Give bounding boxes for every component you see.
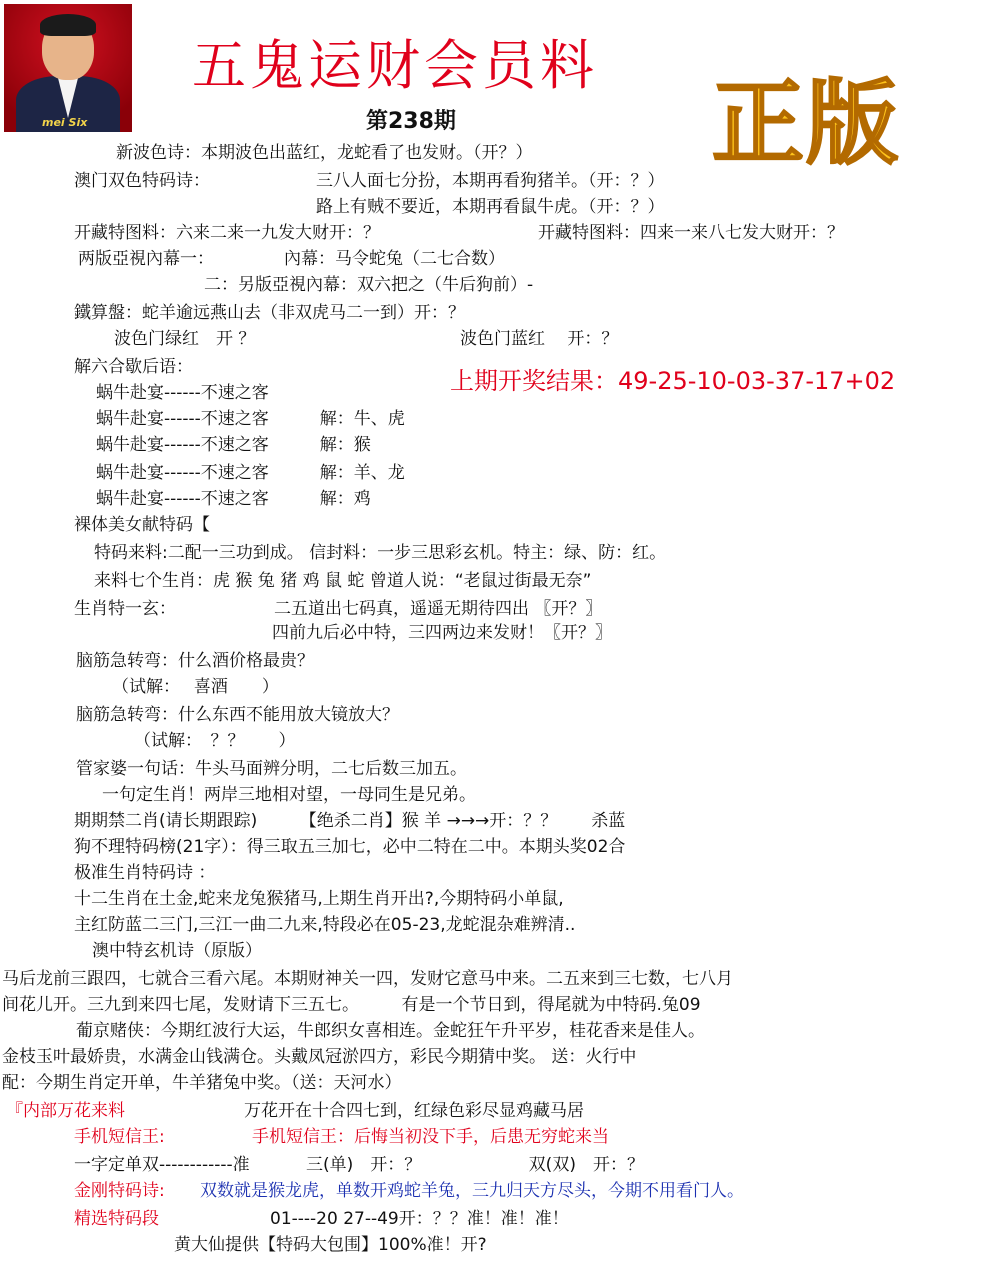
text-line: 配：今期生肖定开单，牛羊猪兔中奖。（送：天河水） xyxy=(2,1073,402,1093)
portrait-photo xyxy=(4,4,132,132)
portrait-signature: mei Six xyxy=(42,116,88,129)
text-line: 蜗牛赴宴------不速之客 解：猴 xyxy=(96,435,371,455)
page-title: 五鬼运财会员料 xyxy=(192,34,598,97)
text-line: 二五道出七码真，遥遥无期待四出 〖开？〗 xyxy=(274,599,603,619)
text-line: 马后龙前三跟四，七就合三看六尾。本期财神关一四，发财它意马中来。二五来到三七数，七八月 xyxy=(2,969,733,989)
text-line: 主红防蓝二三门,三江一曲二九来,特段必在05-23,龙蛇混杂难辨清.. xyxy=(74,915,576,935)
text-line: 双数就是猴龙虎，单数开鸡蛇羊兔，三九归天方尽头，今期不用看门人。 xyxy=(200,1181,744,1201)
text-line: 蜗牛赴宴------不速之客 解：鸡 xyxy=(96,489,371,509)
portrait-hair xyxy=(40,14,96,36)
text-line: 裸体美女献特码【 xyxy=(74,515,210,535)
text-line: 『内部万花来料 xyxy=(6,1101,125,1121)
text-line: 万花开在十合四七到，红绿色彩尽显鸡藏马居 xyxy=(244,1101,584,1121)
text-line: 手机短信王: xyxy=(74,1127,165,1147)
text-line: 路上有贼不要近，本期再看鼠牛虎。（开：？） xyxy=(316,197,665,217)
text-line: 解六合歇后语： xyxy=(74,357,193,377)
text-line: 四前九后必中特，三四两边来发财！〖开？〗 xyxy=(272,623,612,643)
text-line: 期期禁二肖(请长期跟踪) 【绝杀二肖】猴 羊 →→→开：？？ 杀蓝 xyxy=(74,811,626,831)
text-line: 来料七个生肖：虎 猴 兔 猪 鸡 鼠 蛇 曾道人说：“老鼠过街最无奈” xyxy=(94,571,592,591)
text-line: 新波色诗：本期波色出蓝红，龙蛇看了也发财。（开？） xyxy=(116,143,533,163)
text-line: 一字定单双------------准 三(单) 开：？ 双(双) 开：？ xyxy=(74,1155,644,1175)
text-line: 澳门双色特码诗： xyxy=(74,171,210,191)
text-line: 特码来料:二配一三功到成。 信封料：一步三思彩玄机。特主：绿、防：红。 xyxy=(94,543,667,563)
authentic-badge: 正版 xyxy=(712,70,901,177)
text-line: 蜗牛赴宴------不速之客 xyxy=(96,383,269,403)
text-line: 二：另版亞視內幕：双六把之（牛后狗前）- xyxy=(204,275,534,295)
text-line: 手机短信王：后悔当初没下手，后患无穷蛇来当 xyxy=(252,1127,609,1147)
text-line: 黄大仙提供【特码大包围】100%准！开? xyxy=(174,1235,487,1255)
text-line: 01----20 27--49开：？？准！准！准！ xyxy=(270,1209,569,1229)
text-line: 脑筋急转弯：什么东西不能用放大镜放大？ xyxy=(76,705,399,725)
text-line: 脑筋急转弯：什么酒价格最贵？ xyxy=(76,651,314,671)
text-line: 蜗牛赴宴------不速之客 解：牛、虎 xyxy=(96,409,405,429)
text-line: 一句定生肖！两岸三地相对望，一母同生是兄弟。 xyxy=(102,785,476,805)
text-line: 葡京赌侠：今期红波行大运，牛郎织女喜相连。金蛇狂午升平岁，桂花香来是佳人。 xyxy=(76,1021,705,1041)
text-line: 澳中特玄机诗（原版） xyxy=(92,941,262,961)
text-line: （试解： 喜酒 ） xyxy=(112,677,279,697)
last-draw-result: 上期开奖结果：49-25-10-03-37-17+02 xyxy=(450,367,896,395)
text-line: 三八人面七分扮，本期再看狗猪羊。（开：？） xyxy=(316,171,665,191)
text-line: 极准生肖特码诗 ： xyxy=(74,863,216,883)
text-line: 精选特码段 xyxy=(74,1209,159,1229)
text-line: 生肖特一玄： xyxy=(74,599,176,619)
text-line: 波色门绿红 开 ？ xyxy=(114,329,256,349)
issue-number: 第238期 xyxy=(366,109,456,134)
text-line: 波色门蓝红 开：？ xyxy=(460,329,619,349)
text-line: 十二生肖在土金,蛇来龙兔猴猪马,上期生肖开出?,今期特码小单鼠, xyxy=(74,889,564,909)
text-line: （试解： ？？ ） xyxy=(134,731,296,751)
text-line: 金枝玉叶最娇贵，水满金山钱满仓。头戴凤冠淤四方，彩民今期猜中奖。 送：火行中 xyxy=(2,1047,637,1067)
text-line: 鐵算盤：蛇羊逾远燕山去（非双虎马二一到）开：？ xyxy=(74,303,465,323)
text-line: 內幕：马令蛇兔（二七合数） xyxy=(284,249,505,269)
text-line: 开藏特图料：四来一来八七发大财开：？ xyxy=(538,223,844,243)
text-line: 狗不理特码榜(21字）：得三取五三加七，必中二特在二中。本期头奖02合 xyxy=(74,837,626,857)
text-line: 管家婆一句话：牛头马面辨分明，二七后数三加五。 xyxy=(76,759,467,779)
text-line: 开藏特图料：六来二来一九发大财开：？ xyxy=(74,223,380,243)
text-line: 金刚特码诗: xyxy=(74,1181,165,1201)
text-line: 蜗牛赴宴------不速之客 解：羊、龙 xyxy=(96,463,405,483)
text-line: 间花儿开。三九到来四七尾，发财请下三五七。 有是一个节日到，得尾就为中特码.兔09 xyxy=(2,995,701,1015)
text-line: 两版亞視內幕一： xyxy=(78,249,214,269)
